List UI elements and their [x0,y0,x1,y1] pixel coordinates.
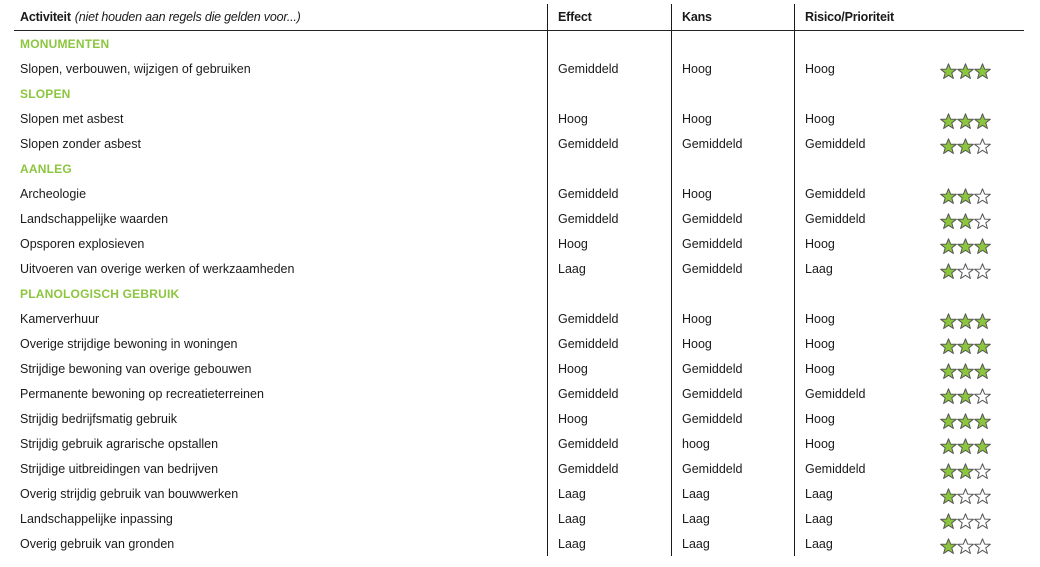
star-filled-icon [957,388,974,405]
effect-cell [547,81,671,106]
star-filled-icon [940,363,957,380]
activity-cell: Slopen met asbest [20,111,124,126]
star-empty-icon [974,188,991,205]
star-filled-icon [940,63,957,80]
table-row [14,506,1024,531]
star-rating [940,388,991,405]
activity-cell: Strijdig gebruik agrarische opstallen [20,436,219,451]
activity-cell: Landschappelijke waarden [20,211,169,226]
activity-cell: Strijdige uitbreidingen van bedrijven [20,461,219,476]
star-filled-icon [974,113,991,130]
risico-cell: Gemiddeld [794,181,934,206]
rating-stars [940,256,991,281]
activity-cell: Overig gebruik van gronden [20,536,175,551]
activity-cell: Landschappelijke inpassing [20,511,173,526]
star-filled-icon [940,138,957,155]
risico-cell: Gemiddeld [794,206,934,231]
activity-cell: Opsporen explosieven [20,236,145,251]
star-empty-icon [974,488,991,505]
kans-cell: Laag [671,481,794,506]
star-rating [940,113,991,130]
star-filled-icon [940,463,957,480]
risico-cell: Hoog [794,406,934,431]
table-row [14,431,1024,456]
star-filled-icon [974,63,991,80]
star-filled-icon [957,138,974,155]
star-rating [940,488,991,505]
effect-cell: Laag [547,256,671,281]
header-activity [20,4,301,30]
star-rating [940,363,991,380]
risico-cell: Hoog [794,56,934,81]
table-row [14,456,1024,481]
effect-cell: Hoog [547,231,671,256]
star-filled-icon [940,313,957,330]
star-filled-icon [940,488,957,505]
star-rating [940,538,991,555]
star-empty-icon [957,538,974,555]
effect-cell: Gemiddeld [547,331,671,356]
table-row [14,231,1024,256]
rating-stars [940,356,991,381]
star-filled-icon [940,213,957,230]
star-rating [940,188,991,205]
table-row [14,131,1024,156]
star-filled-icon [957,338,974,355]
table-row [14,306,1024,331]
header-activity-note: (niet houden aan regels die gelden voor...) [74,10,301,24]
rating-stars [940,131,991,156]
kans-cell: Hoog [671,306,794,331]
star-filled-icon [974,438,991,455]
kans-cell [671,31,794,56]
star-filled-icon [940,438,957,455]
star-empty-icon [957,513,974,530]
header-effect: Effect [547,4,671,30]
table-row [14,481,1024,506]
risico-cell: Hoog [794,106,934,131]
rating-stars [940,331,991,356]
star-rating [940,63,991,80]
kans-cell: Hoog [671,56,794,81]
section-label: MONUMENTEN [20,36,110,51]
effect-cell: Hoog [547,406,671,431]
star-rating [940,138,991,155]
risico-cell: Laag [794,256,934,281]
section-row [14,281,1024,306]
kans-cell [671,156,794,181]
rating-stars [940,206,991,231]
kans-cell [671,81,794,106]
header-activity-label: Activiteit [20,10,71,24]
kans-cell: Gemiddeld [671,231,794,256]
star-filled-icon [957,113,974,130]
star-rating [940,213,991,230]
kans-cell: Gemiddeld [671,456,794,481]
star-rating [940,338,991,355]
risico-cell: Hoog [794,231,934,256]
effect-cell: Gemiddeld [547,206,671,231]
section-row [14,156,1024,181]
star-empty-icon [974,263,991,280]
star-filled-icon [940,413,957,430]
star-filled-icon [957,188,974,205]
effect-cell [547,31,671,56]
effect-cell: Laag [547,481,671,506]
star-filled-icon [957,438,974,455]
section-label: PLANOLOGISCH GEBRUIK [20,286,180,301]
risico-cell: Laag [794,531,934,556]
risico-cell [794,81,934,106]
table-row [14,256,1024,281]
star-empty-icon [974,463,991,480]
risico-cell: Laag [794,481,934,506]
effect-cell: Gemiddeld [547,381,671,406]
effect-cell: Gemiddeld [547,431,671,456]
risico-cell [794,156,934,181]
star-rating [940,438,991,455]
risico-cell [794,31,934,56]
risico-cell: Hoog [794,331,934,356]
rating-stars [940,406,991,431]
star-filled-icon [957,463,974,480]
star-filled-icon [974,363,991,380]
star-filled-icon [940,388,957,405]
star-empty-icon [974,538,991,555]
kans-cell: Laag [671,531,794,556]
effect-cell: Gemiddeld [547,131,671,156]
star-rating [940,263,991,280]
rating-stars [940,506,991,531]
star-filled-icon [957,238,974,255]
star-empty-icon [974,138,991,155]
activity-cell: Strijdig bedrijfsmatig gebruik [20,411,178,426]
star-empty-icon [974,213,991,230]
activity-cell: Overig strijdig gebruik van bouwwerken [20,486,239,501]
header-risico: Risico/Prioriteit [794,4,934,30]
star-filled-icon [940,238,957,255]
rating-stars [940,231,991,256]
table-row [14,181,1024,206]
table-row [14,381,1024,406]
star-filled-icon [940,113,957,130]
effect-cell: Hoog [547,356,671,381]
star-rating [940,413,991,430]
rating-stars [940,531,991,556]
table-row [14,406,1024,431]
table-body [14,31,1024,556]
section-row [14,31,1024,56]
kans-cell: Gemiddeld [671,256,794,281]
section-row [14,81,1024,106]
kans-cell: Hoog [671,331,794,356]
activity-cell: Slopen, verbouwen, wijzigen of gebruiken [20,61,251,76]
star-filled-icon [974,238,991,255]
effect-cell: Gemiddeld [547,306,671,331]
star-empty-icon [957,263,974,280]
star-empty-icon [957,488,974,505]
rating-stars [940,306,991,331]
kans-cell: Laag [671,506,794,531]
star-filled-icon [940,338,957,355]
kans-cell: Gemiddeld [671,356,794,381]
star-filled-icon [974,313,991,330]
kans-cell: Gemiddeld [671,131,794,156]
activity-cell: Slopen zonder asbest [20,136,141,151]
star-empty-icon [974,388,991,405]
table-row [14,356,1024,381]
risico-cell: Gemiddeld [794,131,934,156]
risico-cell: Hoog [794,306,934,331]
kans-cell: Gemiddeld [671,206,794,231]
table-row [14,206,1024,231]
rating-stars [940,56,991,81]
star-empty-icon [974,513,991,530]
star-filled-icon [957,363,974,380]
star-filled-icon [957,313,974,330]
risico-cell: Laag [794,506,934,531]
activity-cell: Permanente bewoning op recreatieterreinen [20,386,264,401]
table-row [14,56,1024,81]
risico-cell [794,281,934,306]
activity-cell: Strijdige bewoning van overige gebouwen [20,361,252,376]
effect-cell [547,156,671,181]
rating-stars [940,381,991,406]
effect-cell: Gemiddeld [547,456,671,481]
risico-cell: Gemiddeld [794,381,934,406]
activity-cell: Overige strijdige bewoning in woningen [20,336,238,351]
risico-cell: Gemiddeld [794,456,934,481]
table-row [14,531,1024,556]
risico-cell: Hoog [794,431,934,456]
star-filled-icon [940,513,957,530]
kans-cell: Hoog [671,181,794,206]
kans-cell [671,281,794,306]
effect-cell: Gemiddeld [547,56,671,81]
rating-stars [940,456,991,481]
table-row [14,331,1024,356]
star-filled-icon [957,413,974,430]
effect-cell: Laag [547,506,671,531]
rating-stars [940,431,991,456]
rating-stars [940,106,991,131]
star-rating [940,463,991,480]
star-rating [940,313,991,330]
star-rating [940,513,991,530]
activity-cell: Kamerverhuur [20,311,100,326]
rating-stars [940,181,991,206]
effect-cell: Gemiddeld [547,181,671,206]
effect-cell: Hoog [547,106,671,131]
section-label: SLOPEN [20,86,71,101]
activity-cell: Uitvoeren van overige werken of werkzaamheden [20,261,295,276]
kans-cell: Gemiddeld [671,381,794,406]
star-filled-icon [940,538,957,555]
header-kans: Kans [671,4,794,30]
star-filled-icon [974,413,991,430]
section-label: AANLEG [20,161,72,176]
star-filled-icon [940,263,957,280]
star-filled-icon [940,188,957,205]
star-rating [940,238,991,255]
effect-cell: Laag [547,531,671,556]
activity-cell: Archeologie [20,186,87,201]
effect-cell [547,281,671,306]
kans-cell: Hoog [671,106,794,131]
star-filled-icon [957,63,974,80]
table-header [14,4,1024,31]
risk-table [14,4,1024,556]
kans-cell: Gemiddeld [671,406,794,431]
kans-cell: hoog [671,431,794,456]
risico-cell: Hoog [794,356,934,381]
rating-stars [940,481,991,506]
star-filled-icon [957,213,974,230]
star-filled-icon [974,338,991,355]
table-row [14,106,1024,131]
